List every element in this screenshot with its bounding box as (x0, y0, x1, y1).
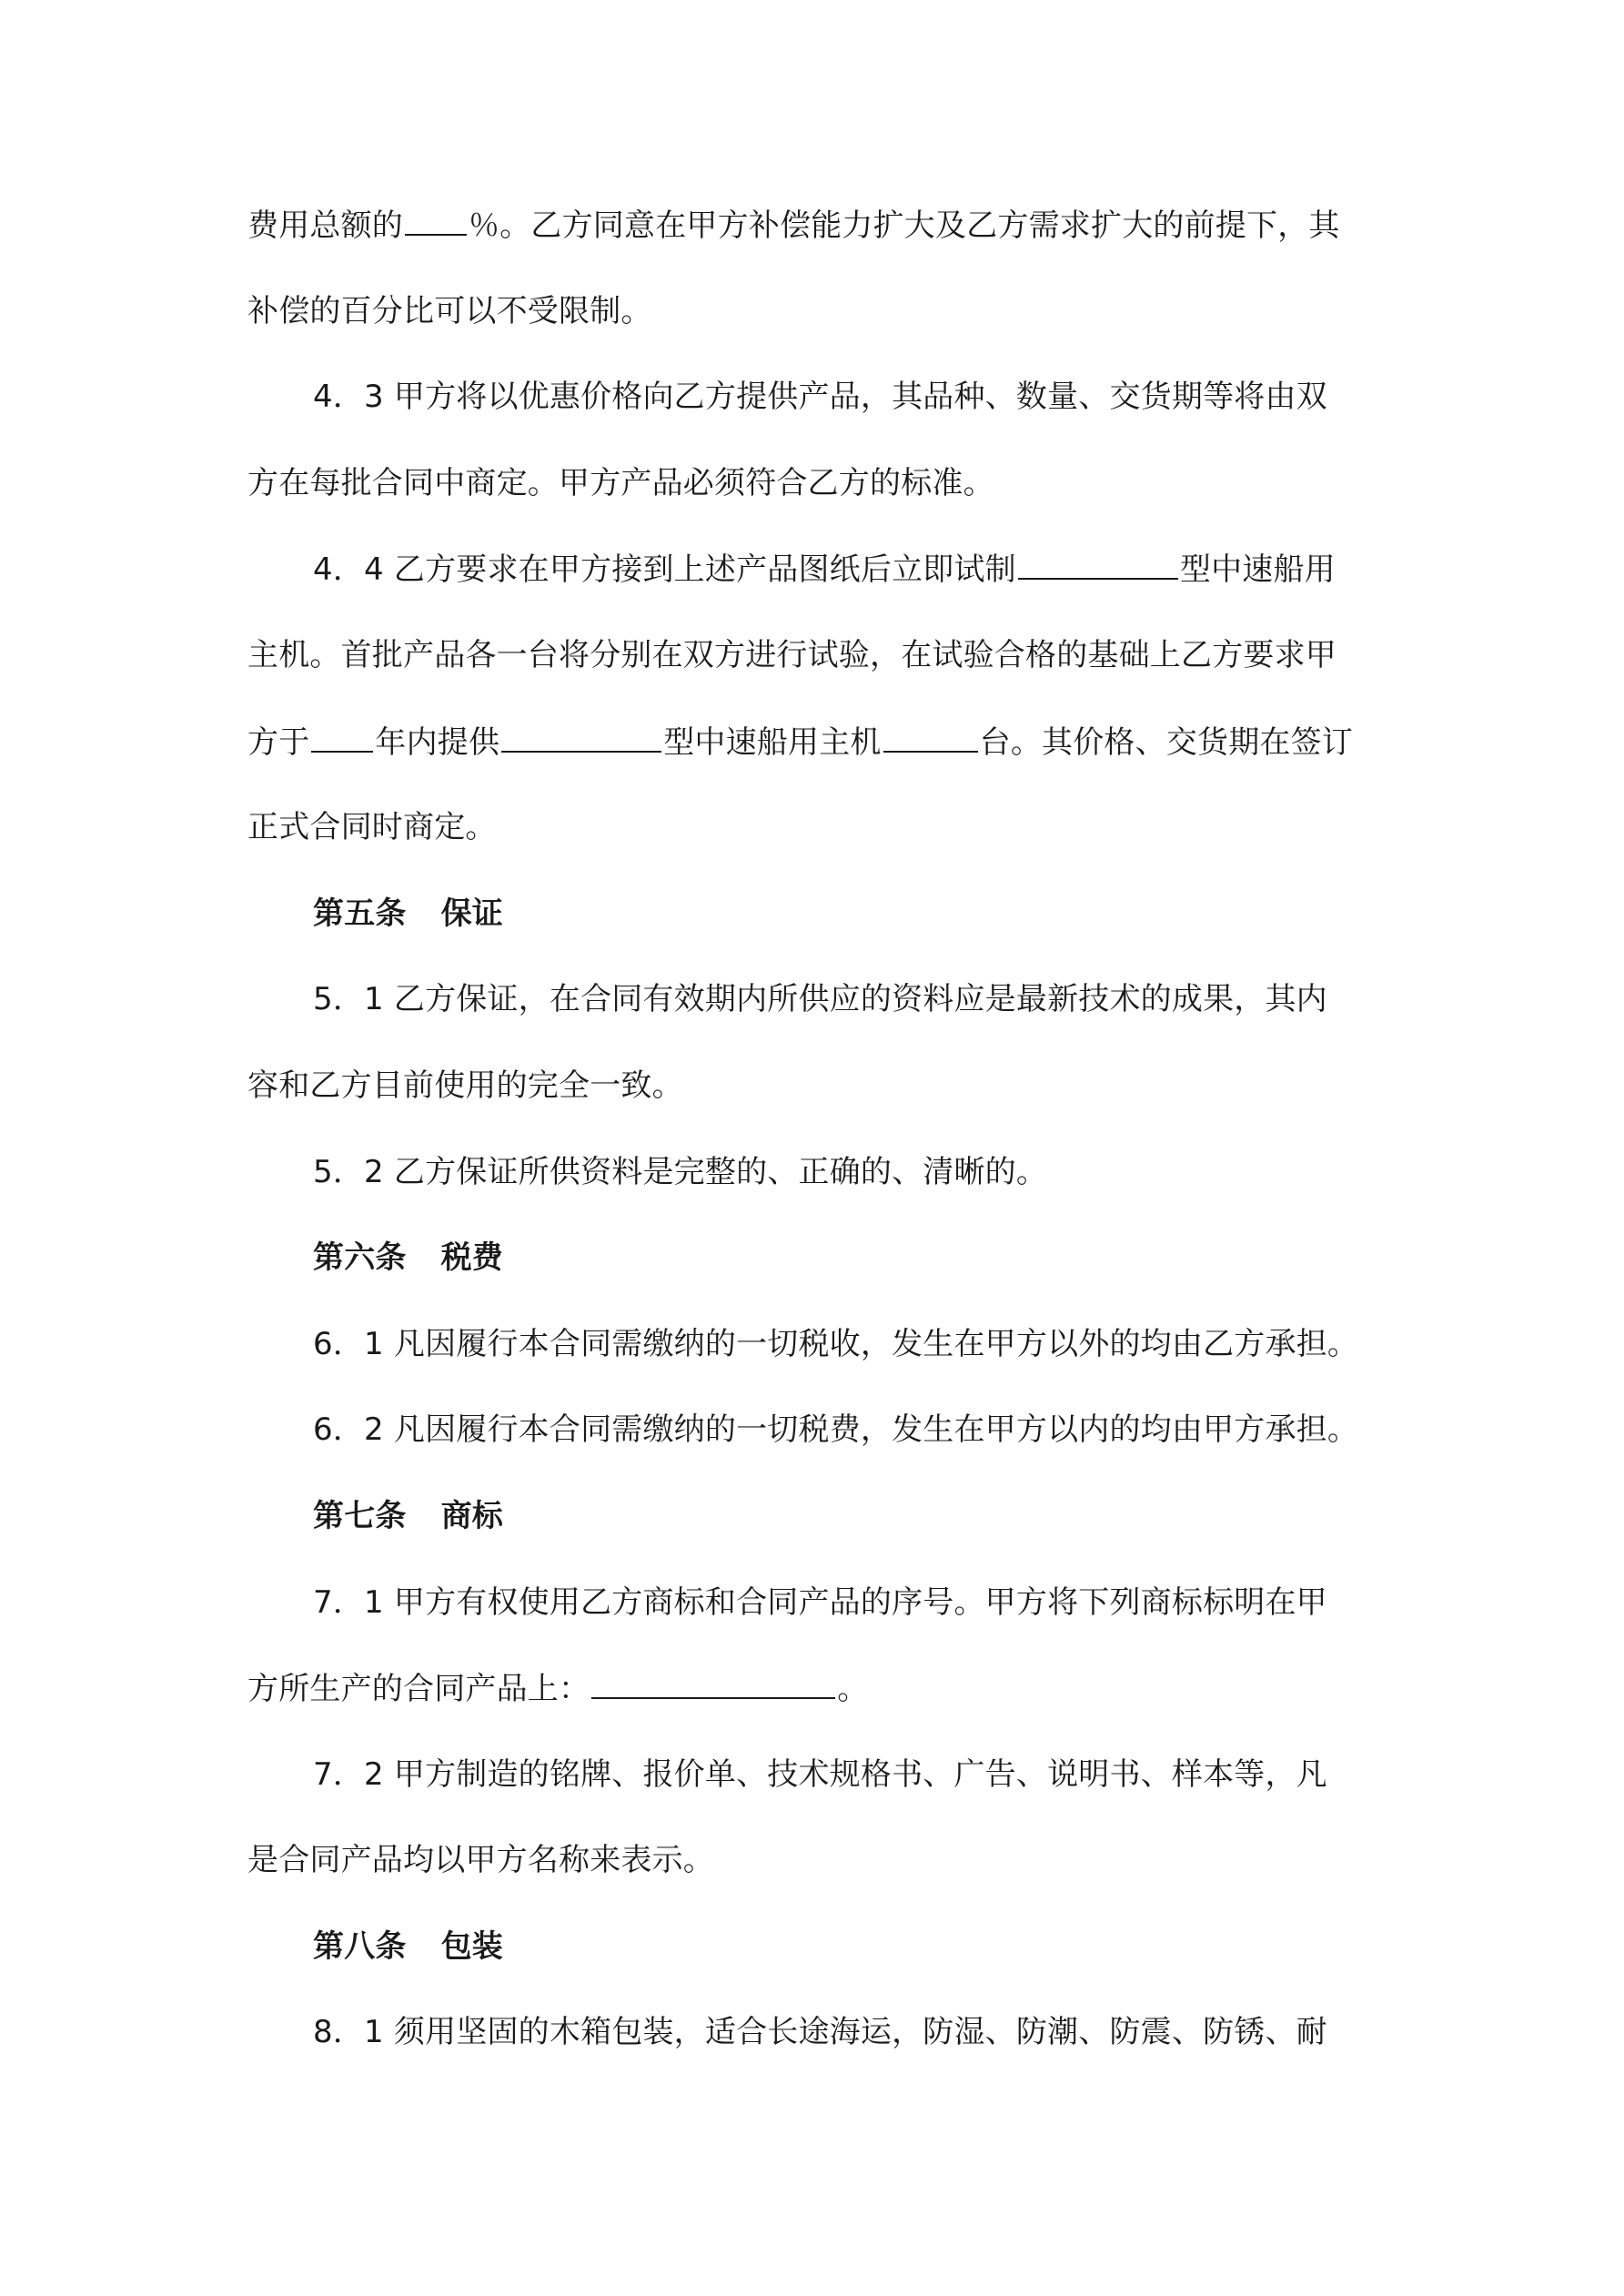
text-run: 4．3 甲方将以优惠价格向乙方提供产品，其品种、数量、交货期等将由双 (313, 379, 1327, 416)
article-title: 商标 (440, 1497, 504, 1534)
text-run: 是合同产品均以甲方名称来表示。 (247, 1842, 714, 1879)
clause-8-1 (247, 2012, 1394, 2099)
fill-in-blank (405, 205, 467, 236)
fill-in-blank (1018, 549, 1178, 580)
paragraph-line (247, 205, 1394, 291)
text-run: 7．2 甲方制造的铭牌、报价单、技术规格书、广告、说明书、样本等，凡 (313, 1755, 1327, 1793)
article-number: 第七条 (313, 1497, 407, 1534)
clause-4-4 (247, 549, 1394, 635)
paragraph-line (247, 635, 1394, 722)
article-5-heading (247, 894, 1394, 980)
text-run: 年内提供 (375, 723, 500, 761)
text-run: 容和乙方目前使用的完全一致。 (247, 1067, 683, 1104)
text-run: 方于 (247, 723, 310, 761)
paragraph-line (247, 1668, 1394, 1755)
text-run: 7．1 甲方有权使用乙方商标和合同产品的序号。甲方将下列商标标明在甲 (313, 1583, 1327, 1621)
paragraph-line (247, 463, 1394, 550)
text-run: 正式合同时商定。 (247, 809, 497, 846)
text-run: 补偿的百分比可以不受限制。 (247, 292, 652, 329)
clause-6-1 (247, 1324, 1394, 1411)
text-run: 。 (837, 1671, 869, 1708)
fill-in-blank (591, 1668, 835, 1699)
text-run: 4．4 乙方要求在甲方接到上述产品图纸后立即试制 (313, 551, 1016, 589)
text-run: 方所生产的合同产品上： (247, 1671, 590, 1708)
article-7-heading (247, 1496, 1394, 1583)
paragraph-line (247, 807, 1394, 894)
paragraph-line (247, 1066, 1394, 1152)
text-run: ％。乙方同意在甲方补偿能力扩大及乙方需求扩大的前提下，其 (469, 207, 1340, 244)
text-run: 台。其价格、交货期在签订 (979, 723, 1354, 761)
article-title: 包装 (440, 1927, 504, 1965)
text-run: 6．2 凡因履行本合同需缴纳的一切税费，发生在甲方以内的均由甲方承担。 (313, 1411, 1359, 1449)
article-6-heading (247, 1238, 1394, 1324)
clause-7-2 (247, 1755, 1394, 1841)
article-number: 第六条 (313, 1239, 407, 1277)
text-run: 型中速船用 (1179, 551, 1336, 589)
fill-in-blank (883, 722, 978, 753)
clause-6-2 (247, 1410, 1394, 1496)
article-title: 税费 (440, 1239, 504, 1277)
article-number: 第八条 (313, 1927, 407, 1965)
article-number: 第五条 (313, 895, 407, 932)
article-8-heading (247, 1927, 1394, 2013)
fill-in-blank (501, 722, 661, 753)
text-run: 5．1 乙方保证，在合同有效期内所供应的资料应是最新技术的成果，其内 (313, 981, 1327, 1018)
text-run: 6．1 凡因履行本合同需缴纳的一切税收，发生在甲方以外的均由乙方承担。 (313, 1325, 1359, 1362)
paragraph-line (247, 1840, 1394, 1927)
text-run: 型中速船用主机 (663, 723, 882, 761)
text-run: 费用总额的 (247, 207, 403, 244)
text-run: 5．2 乙方保证所供资料是完整的、正确的、清晰的。 (313, 1153, 1048, 1190)
article-title: 保证 (440, 895, 504, 932)
text-run: 8．1 须用坚固的木箱包装，适合长途海运，防湿、防潮、防震、防锈、耐 (313, 2014, 1327, 2051)
paragraph-line (247, 722, 1394, 808)
clause-4-3 (247, 377, 1394, 463)
clause-5-1 (247, 979, 1394, 1066)
text-run: 方在每批合同中商定。甲方产品必须符合乙方的标准。 (247, 464, 994, 501)
contract-body (247, 205, 1394, 2099)
clause-7-1 (247, 1583, 1394, 1669)
paragraph-line (247, 291, 1394, 378)
clause-5-2 (247, 1152, 1394, 1239)
text-run: 主机。首批产品各一台将分别在双方进行试验，在试验合格的基础上乙方要求甲 (247, 636, 1337, 673)
fill-in-blank (311, 722, 373, 753)
